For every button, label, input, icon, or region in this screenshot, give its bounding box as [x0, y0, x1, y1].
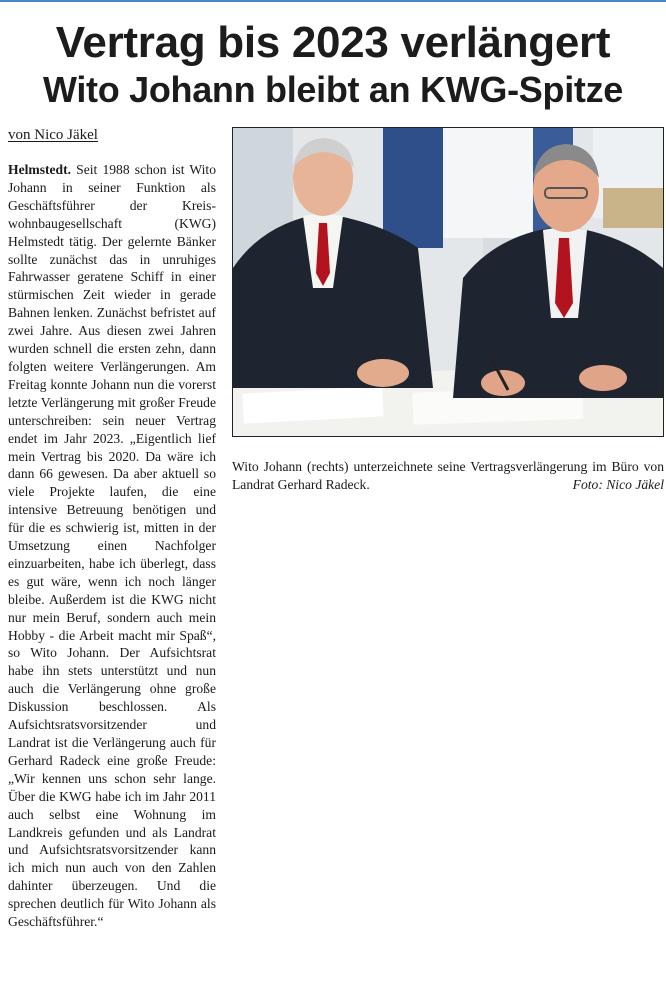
- dateline: Helmstedt.: [8, 162, 72, 177]
- photo-illustration: [233, 128, 663, 436]
- curtain: [383, 128, 443, 248]
- caption-text: Wito Johann (rechts) unterzeichnete seine Vertragsverlängerung im Büro von Landrat Gerhard Radeck.: [232, 459, 664, 492]
- article-photo: [232, 127, 664, 437]
- byline: von Nico Jäkel: [8, 127, 98, 143]
- article-text: Seit 1988 schon ist Wito Johann in seiner Funktion als Geschäftsführer der Kreiswohnbaugesellschaft (KWG) Helmstedt tätig. Der gelernte Bänker sollte zunächst das in unruhiges Fahrwasser geratene Schiff in einer stürmischen Zeit wieder in gerade Bahnen lenken. Zunächst befristet auf zwei Jahre. Aus diesen zwei Jahren wurden schnell die ersten zehn, dann folgten weitere Verlängerungen. Am Freitag konnte Johann nun die vorerst letzte Verlängerung mit großer Freude unterschreiben: sein neuer Vertrag endet im Jahr 2023. „Eigentlich lief mein Vertrag bis 2020. Da wäre ich dann 66 gewesen. Da aber aktuell so viele Projekte laufen, die eine intensive Betreuung benötigen und für die es schwierig ist, mitten in der Umsetzung einen Nachfolger einzuarbeiten, habe ich überlegt, dass es gut wäre, wenn ich noch länger bleibe. Außerdem ist die KWG nicht nur mein Beruf, sondern auch mein Hobby - die Arbeit macht mir Spaß“, so Wito Johann. Der Aufsichtsrat habe ihn stets unterstützt und nun auch die Verlängerung ohne große Diskussion beschlossen. Als Aufsichtsratsvorsitzender und Landrat ist die Verlängerung auch für Gerhard Radeck eine große Freude: „Wir kennen uns schon sehr lange. Über die KWG habe ich im Jahr 2011 auch selbst eine Wohnung im Landkreis gefunden und als Landrat und Aufsichtsratsvorsitzender kann ich mich nun auch von den Zahlen dahinter überzeugen. Und die sprechen deutlich für Wito Johann als Geschäftsführer.“: [8, 162, 216, 930]
- headline: Vertrag bis 2023 verlängert: [55, 18, 611, 67]
- subheadline: Wito Johann bleibt an KWG-Spitze: [42, 69, 624, 110]
- photo-credit: Foto: Nico Jäkel: [572, 477, 664, 492]
- photo-caption: [232, 458, 664, 494]
- top-rule: [0, 0, 666, 2]
- headline-block: [0, 18, 666, 112]
- article-body: [8, 161, 216, 931]
